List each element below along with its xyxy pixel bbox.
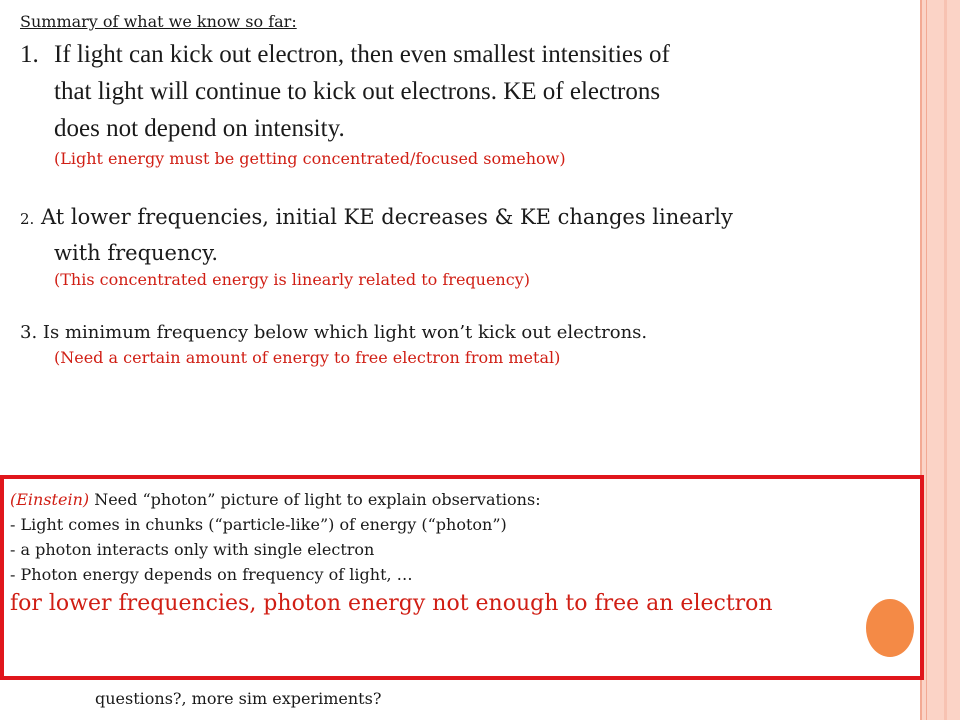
item-number: 2.	[20, 210, 35, 228]
summary-item-3: 3. Is minimum frequency below which light won’t kick out electrons.	[20, 322, 648, 343]
item-2-line: At lower frequencies, initial KE decreases & KE changes linearly	[41, 205, 733, 229]
einstein-explanation	[10, 487, 773, 621]
item-1-line: If light can kick out electron, then even smallest intensities of	[54, 41, 670, 68]
einstein-conclusion: for lower frequencies, photon energy not enough to free an electron	[10, 591, 773, 616]
item-1-line: does not depend on intensity.	[54, 115, 345, 142]
accent-dot	[866, 599, 914, 657]
item-number: 1.	[20, 41, 39, 68]
item-1-note: (Light energy must be getting concentrated/focused somehow)	[54, 149, 566, 168]
summary-item-1	[20, 36, 920, 147]
einstein-bullet: - Light comes in chunks (“particle-like”) of energy (“photon”)	[10, 515, 507, 534]
item-1-line: that light will continue to kick out electrons. KE of electrons	[54, 78, 661, 105]
item-3-note: (Need a certain amount of energy to free electron from metal)	[54, 348, 561, 367]
decorative-side-line	[926, 0, 927, 720]
item-2-note: (This concentrated energy is linearly related to frequency)	[54, 270, 530, 289]
einstein-bullet: - a photon interacts only with single electron	[10, 540, 375, 559]
summary-item-2	[20, 200, 920, 270]
einstein-label: (Einstein)	[10, 490, 90, 509]
decorative-side-line	[944, 0, 947, 720]
footer-questions: questions?, more sim experiments?	[95, 689, 382, 708]
einstein-intro: Need “photon” picture of light to explain observations:	[89, 490, 541, 509]
einstein-bullet: - Photon energy depends on frequency of light, …	[10, 565, 413, 584]
summary-title: Summary of what we know so far:	[20, 12, 297, 31]
item-2-line: with frequency.	[54, 241, 219, 265]
